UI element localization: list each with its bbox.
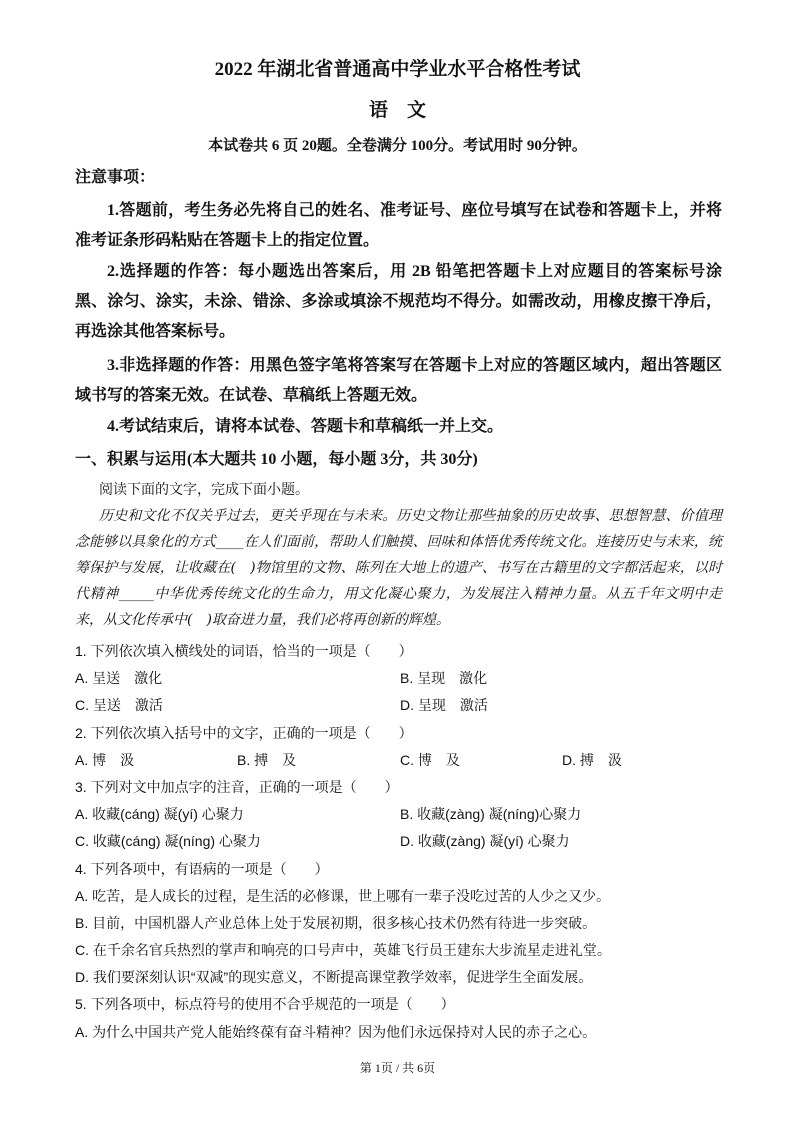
notice-line: 3.非选择题的作答：用黑色签字笔将答案写在答题卡上对应的答题区域内，超出答题区 <box>107 357 722 374</box>
passage-line: 代精神_____中华优秀传统文化的生命力，用文化凝心聚力，为发展注入精神力量。从五千年文明中走 <box>75 586 722 602</box>
notice-line: 1.答题前，考生务必先将自己的姓名、准考证号、座位号填写在试卷和答题卡上，并将 <box>107 202 722 219</box>
answer-option: C. 呈送 激活 <box>75 697 163 713</box>
notice-line: 4.考试结束后，请将本试卷、答题卡和草稿纸一并上交。 <box>107 418 504 435</box>
notice-line: 黑、涂匀、涂实，未涂、错涂、多涂或填涂不规范均不得分。如需改动，用橡皮擦干净后， <box>75 293 722 310</box>
page-footer: 第 1页 / 共 6页 <box>359 1061 436 1075</box>
answer-option: A. 吃苦，是人成长的过程，是生活的必修课，世上哪有一辈子没吃过苦的人少之又少。 <box>75 888 611 904</box>
answer-option: A. 博 汲 <box>75 752 135 768</box>
answer-option: B. 呈现 激化 <box>400 670 488 686</box>
question-stem: 2. 下列依次填入括号中的文字，正确的一项是（ ） <box>75 725 413 741</box>
answer-option: D. 收藏(zàng) 凝(yí) 心聚力 <box>400 833 570 849</box>
answer-option: C. 博 及 <box>400 752 460 768</box>
question-stem: 4. 下列各项中，有语病的一项是（ ） <box>75 861 329 877</box>
passage-line: 筹保护与发展，让收藏在( )物馆里的文物、陈列在大地上的遗产、书写在古籍里的文字都活起来，以时 <box>75 560 722 576</box>
answer-option: C. 收藏(cáng) 凝(níng) 心聚力 <box>75 833 261 849</box>
answer-option: C. 在千余名官兵热烈的掌声和响亮的口号声中，英雄飞行员王建东大步流星走进礼堂。 <box>75 942 611 958</box>
passage-line: 念能够以具象化的方式____在人们面前，帮助人们触摸、回味和体悟优秀传统文化。连接历史与未来，统 <box>75 534 722 550</box>
question-stem: 3. 下列对文中加点字的注音，正确的一项是（ ） <box>75 779 399 795</box>
notice-line: 再选涂其他答案标号。 <box>75 323 236 340</box>
notice-line: 准考证条形码粘贴在答题卡上的指定位置。 <box>75 232 380 249</box>
answer-option: A. 收藏(cáng) 凝(yí) 心聚力 <box>75 806 244 822</box>
passage-line: 历史和文化不仅关乎过去，更关乎现在与未来。历史文物让那些抽象的历史故事、思想智慧、价值理 <box>99 508 722 524</box>
question-stem: 1. 下列依次填入横线处的词语，恰当的一项是（ ） <box>75 643 413 659</box>
notice-heading: 注意事项： <box>75 169 156 186</box>
passage-line: 来，从文化传承中( )取奋进力量，我们必将再创新的辉煌。 <box>75 612 450 628</box>
reading-prompt: 阅读下面的文字，完成下面小题。 <box>99 481 309 497</box>
answer-option: B. 搏 及 <box>237 752 297 768</box>
answer-option: D. 呈现 激活 <box>400 697 488 713</box>
answer-option: D. 我们要深刻认识“双减”的现实意义，不断提高课堂教学效率，促进学生全面发展。 <box>75 969 593 985</box>
section-heading: 一、积累与运用(本大题共 10 小题，每小题 3分，共 30分) <box>75 451 478 468</box>
notice-line: 域书写的答案无效。在试卷、草稿纸上答题无效。 <box>75 387 428 404</box>
answer-option: B. 目前，中国机器人产业总体上处于发展初期，很多核心技术仍然有待进一步突破。 <box>75 915 597 931</box>
exam-intro: 本试卷共 6 页 20题。全卷满分 100分。考试用时 90分钟。 <box>208 138 587 154</box>
page-title: 2022 年湖北省普通高中学业水平合格性考试 <box>214 59 581 80</box>
answer-option: D. 搏 汲 <box>562 752 622 768</box>
notice-line: 2.选择题的作答：每小题选出答案后，用 2B 铅笔把答题卡上对应题目的答案标号涂 <box>107 263 722 280</box>
question-stem: 5. 下列各项中，标点符号的使用不合乎规范的一项是（ ） <box>75 996 455 1012</box>
subject-title: 语 文 <box>368 100 426 121</box>
answer-option: A. 呈送 激化 <box>75 670 163 686</box>
answer-option: B. 收藏(zàng) 凝(níng)心聚力 <box>400 806 582 822</box>
answer-option: A. 为什么中国共产党人能始终葆有奋斗精神？因为他们永远保持对人民的赤子之心。 <box>75 1024 597 1040</box>
